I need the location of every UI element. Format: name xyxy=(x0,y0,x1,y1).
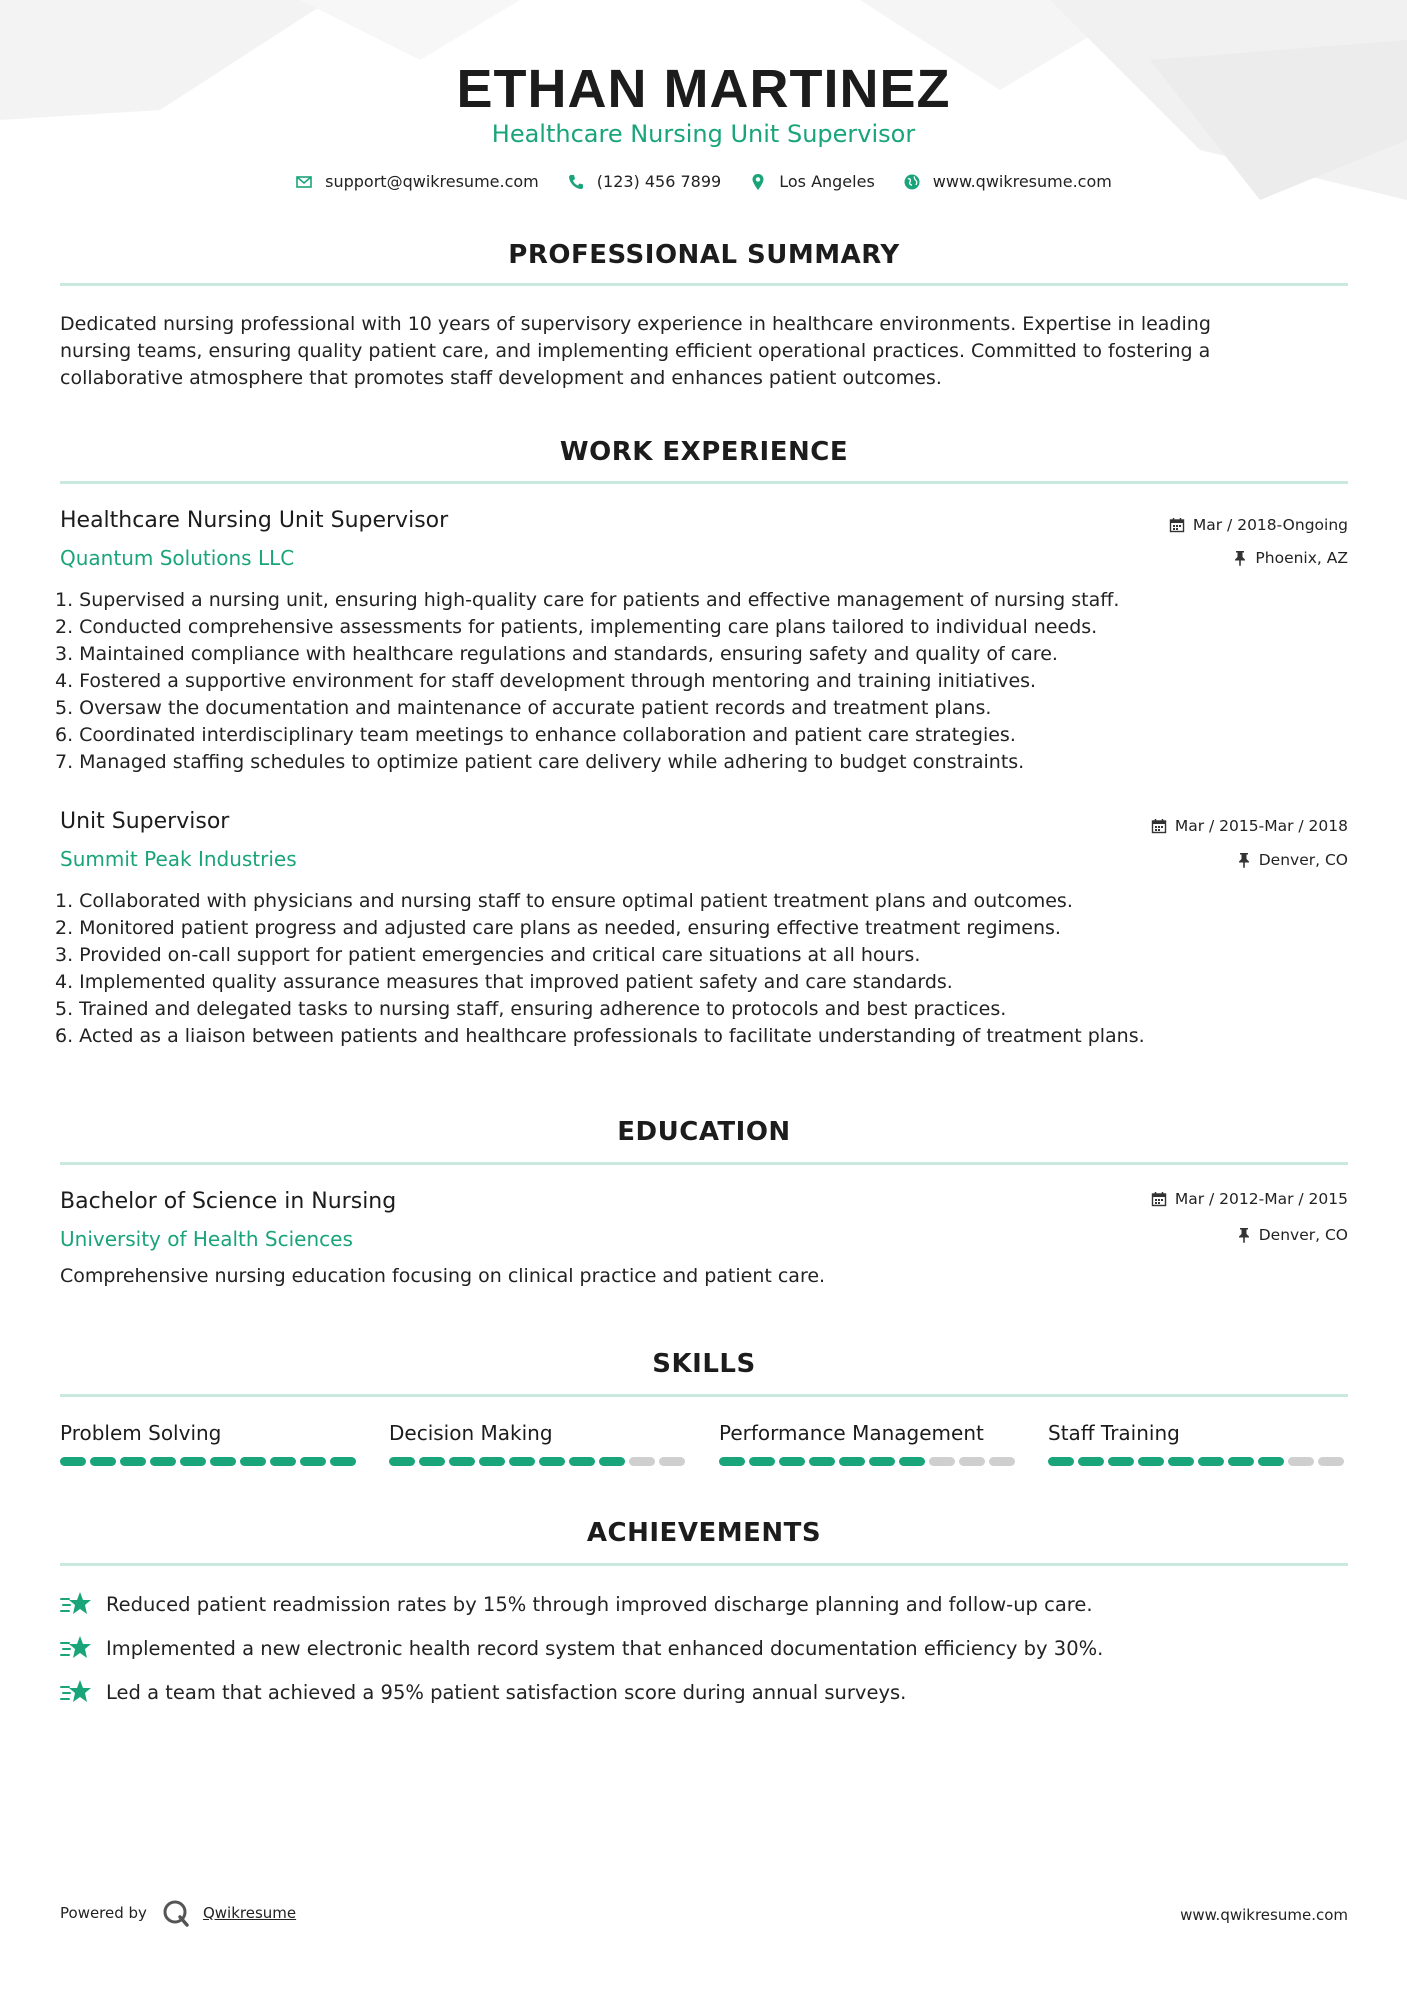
skill-level-bar xyxy=(389,1457,689,1466)
calendar-icon xyxy=(1151,818,1167,834)
skill-segment-filled xyxy=(599,1457,625,1466)
footer-website[interactable]: www.qwikresume.com xyxy=(1180,1906,1348,1924)
school-name: University of Health Sciences xyxy=(60,1227,353,1251)
job-duties xyxy=(55,888,1345,1050)
skill-segment-filled xyxy=(809,1457,835,1466)
skill-name: Decision Making xyxy=(389,1421,553,1445)
footer-powered-by xyxy=(60,1898,296,1928)
calendar-icon xyxy=(1151,1191,1167,1207)
skill-segment-filled xyxy=(719,1457,745,1466)
achievement-text: Implemented a new electronic health record system that enhanced documentation efficiency by 30%. xyxy=(106,1636,1104,1660)
skill-segment-empty xyxy=(659,1457,685,1466)
shooting-star-icon xyxy=(60,1590,92,1618)
skill-segment-empty xyxy=(989,1457,1015,1466)
skill-segment-empty xyxy=(1318,1457,1344,1466)
skill-segment-filled xyxy=(90,1457,116,1466)
list-item: 3. Maintained compliance with healthcare regulations and standards, ensuring safety and quality of care. xyxy=(55,643,1058,665)
skill-segment-filled xyxy=(1078,1457,1104,1466)
skill-segment-filled xyxy=(120,1457,146,1466)
list-item: 5. Oversaw the documentation and maintenance of accurate patient records and treatment plans. xyxy=(55,697,992,719)
summary-line: Dedicated nursing professional with 10 years of supervisory experience in healthcare environments. Expertise in leading xyxy=(60,313,1211,335)
job-dates xyxy=(1169,516,1348,534)
candidate-role: Healthcare Nursing Unit Supervisor xyxy=(491,120,916,148)
skill-segment-filled xyxy=(1048,1457,1074,1466)
skill-segment-filled xyxy=(899,1457,925,1466)
calendar-icon xyxy=(1169,517,1185,533)
summary-rule xyxy=(60,283,1348,286)
job-dates-text: Mar / 2015-Mar / 2018 xyxy=(1174,817,1348,835)
job-location-text: Phoenix, AZ xyxy=(1255,549,1348,567)
skill-name: Problem Solving xyxy=(60,1421,222,1445)
summary-line: collaborative atmosphere that promotes staff development and enhances patient outcomes. xyxy=(60,367,942,389)
skill-segment-filled xyxy=(300,1457,326,1466)
degree-title: Bachelor of Science in Nursing xyxy=(60,1189,397,1214)
skill-segment-filled xyxy=(180,1457,206,1466)
experience-heading: WORK EXPERIENCE xyxy=(559,437,849,467)
skill-level-bar xyxy=(719,1457,1019,1466)
skill-segment-filled xyxy=(509,1457,535,1466)
skill-item xyxy=(1048,1421,1348,1466)
skill-segment-filled xyxy=(569,1457,595,1466)
summary-heading: PROFESSIONAL SUMMARY xyxy=(508,240,900,270)
skill-segment-filled xyxy=(779,1457,805,1466)
website-text: www.qwikresume.com xyxy=(932,172,1112,191)
education-rule xyxy=(60,1162,1348,1165)
achievements-rule xyxy=(60,1563,1348,1566)
skill-segment-filled xyxy=(1228,1457,1254,1466)
job-location xyxy=(1237,851,1348,869)
skill-segment-filled xyxy=(869,1457,895,1466)
skill-segment-filled xyxy=(419,1457,445,1466)
list-item: 6. Coordinated interdisciplinary team meetings to enhance collaboration and patient care strategies. xyxy=(55,724,1016,746)
qwikresume-link[interactable]: Qwikresume xyxy=(202,1904,297,1922)
skill-segment-filled xyxy=(479,1457,505,1466)
education-dates-text: Mar / 2012-Mar / 2015 xyxy=(1174,1190,1348,1208)
skill-segment-empty xyxy=(1288,1457,1314,1466)
pushpin-icon xyxy=(1237,1227,1251,1243)
list-item: 7. Managed staffing schedules to optimize patient care delivery while adhering to budget constraints. xyxy=(55,751,1025,773)
list-item: 1. Collaborated with physicians and nursing staff to ensure optimal patient treatment plans and outcomes. xyxy=(55,890,1073,912)
email-text: support@qwikresume.com xyxy=(325,172,539,191)
skill-segment-filled xyxy=(210,1457,236,1466)
skill-segment-empty xyxy=(929,1457,955,1466)
skill-segment-empty xyxy=(629,1457,655,1466)
job-title: Healthcare Nursing Unit Supervisor xyxy=(60,508,449,533)
skill-segment-filled xyxy=(270,1457,296,1466)
skill-segment-filled xyxy=(1138,1457,1164,1466)
education-heading: EDUCATION xyxy=(617,1117,791,1147)
location-text: Los Angeles xyxy=(779,172,875,191)
globe-icon xyxy=(903,173,921,191)
list-item: 3. Provided on-call support for patient emergencies and critical care situations at all hours. xyxy=(55,944,921,966)
achievement-text: Led a team that achieved a 95% patient satisfaction score during annual surveys. xyxy=(106,1680,907,1704)
list-item: 6. Acted as a liaison between patients and healthcare professionals to facilitate understanding of treatment plans. xyxy=(55,1025,1145,1047)
education-location-text: Denver, CO xyxy=(1258,1226,1348,1244)
shooting-star-icon xyxy=(60,1678,92,1706)
list-item: 4. Implemented quality assurance measures that improved patient safety and care standards. xyxy=(55,971,953,993)
education-dates xyxy=(1151,1190,1348,1208)
list-item: 2. Monitored patient progress and adjusted care plans as needed, ensuring effective treatment regimens. xyxy=(55,917,1061,939)
list-item: 5. Trained and delegated tasks to nursing staff, ensuring adherence to protocols and best practices. xyxy=(55,998,1007,1020)
experience-rule xyxy=(60,481,1348,484)
powered-by-text: Powered by xyxy=(60,1904,147,1922)
education-location xyxy=(1237,1226,1348,1244)
skill-segment-filled xyxy=(749,1457,775,1466)
skill-segment-filled xyxy=(60,1457,86,1466)
summary-line: nursing teams, ensuring quality patient care, and implementing efficient operational practices. Committed to fostering a xyxy=(60,340,1211,362)
skill-segment-filled xyxy=(449,1457,475,1466)
job-title: Unit Supervisor xyxy=(60,809,230,834)
skills-heading: SKILLS xyxy=(652,1349,756,1379)
skill-segment-filled xyxy=(839,1457,865,1466)
skill-item xyxy=(60,1421,360,1466)
job-company: Quantum Solutions LLC xyxy=(60,546,295,570)
skill-segment-filled xyxy=(240,1457,266,1466)
job-dates xyxy=(1151,817,1348,835)
skill-level-bar xyxy=(1048,1457,1348,1466)
contact-location xyxy=(749,172,875,191)
pushpin-icon xyxy=(1233,550,1247,566)
skill-segment-filled xyxy=(150,1457,176,1466)
contact-email[interactable] xyxy=(295,172,539,191)
skill-item xyxy=(389,1421,689,1466)
skill-segment-filled xyxy=(1168,1457,1194,1466)
envelope-icon xyxy=(295,173,313,191)
skill-segment-filled xyxy=(1258,1457,1284,1466)
list-item: 4. Fostered a supportive environment for staff development through mentoring and training initiatives. xyxy=(55,670,1037,692)
achievement-item xyxy=(60,1590,1348,1618)
phone-text: (123) 456 7899 xyxy=(596,172,722,191)
job-duties xyxy=(55,587,1345,776)
contact-bar xyxy=(0,172,1407,191)
candidate-name: ETHAN MARTINEZ xyxy=(456,59,951,119)
skill-segment-filled xyxy=(539,1457,565,1466)
skill-segment-filled xyxy=(389,1457,415,1466)
skill-segment-filled xyxy=(1198,1457,1224,1466)
qwikresume-logo-icon xyxy=(161,1898,191,1928)
summary-text xyxy=(60,311,1348,392)
skill-item xyxy=(719,1421,1019,1466)
job-company: Summit Peak Industries xyxy=(60,847,297,871)
achievement-text: Reduced patient readmission rates by 15% through improved discharge planning and follow-up care. xyxy=(106,1592,1093,1616)
skill-segment-filled xyxy=(1108,1457,1134,1466)
achievement-item xyxy=(60,1678,1348,1706)
pushpin-icon xyxy=(1237,852,1251,868)
phone-icon xyxy=(567,173,585,191)
skill-name: Staff Training xyxy=(1048,1421,1180,1445)
map-pin-icon xyxy=(749,173,767,191)
list-item: 2. Conducted comprehensive assessments for patients, implementing care plans tailored to individual needs. xyxy=(55,616,1098,638)
skills-rule xyxy=(60,1394,1348,1397)
job-location-text: Denver, CO xyxy=(1258,851,1348,869)
achievement-item xyxy=(60,1634,1348,1662)
skill-segment-filled xyxy=(330,1457,356,1466)
contact-website[interactable] xyxy=(903,172,1112,191)
education-description: Comprehensive nursing education focusing on clinical practice and patient care. xyxy=(60,1265,826,1287)
skill-name: Performance Management xyxy=(719,1421,984,1445)
contact-phone[interactable] xyxy=(567,172,721,191)
achievements-heading: ACHIEVEMENTS xyxy=(586,1518,822,1548)
skill-level-bar xyxy=(60,1457,360,1466)
job-dates-text: Mar / 2018-Ongoing xyxy=(1192,516,1348,534)
skill-segment-empty xyxy=(959,1457,985,1466)
shooting-star-icon xyxy=(60,1634,92,1662)
list-item: 1. Supervised a nursing unit, ensuring high-quality care for patients and effective management of nursing staff. xyxy=(55,589,1120,611)
job-location xyxy=(1233,549,1348,567)
